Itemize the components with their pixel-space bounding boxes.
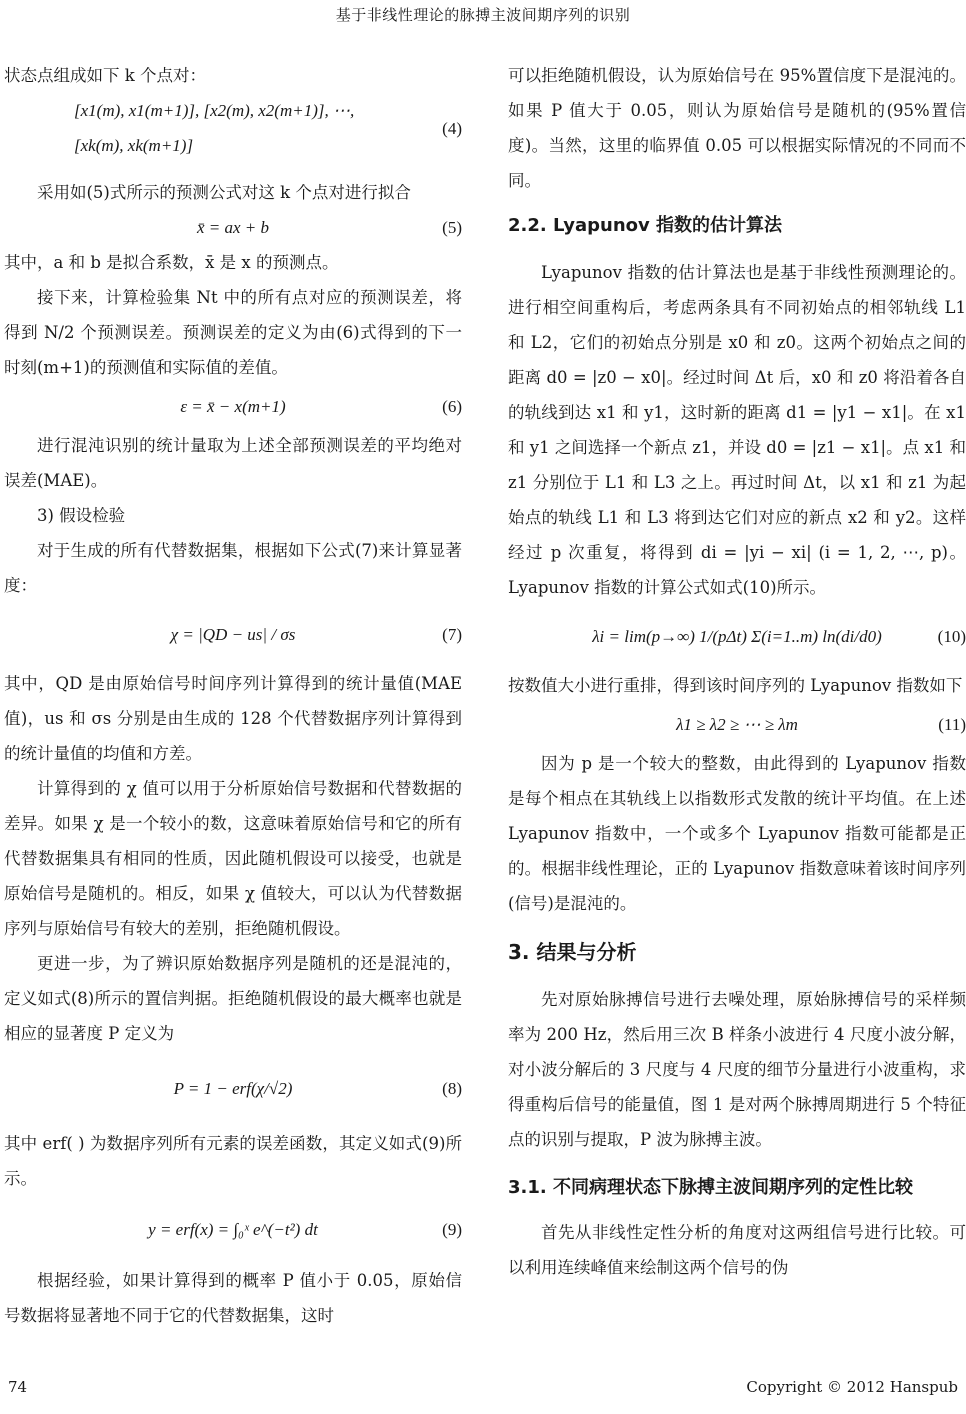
section-heading-3: 3. 结果与分析	[508, 940, 637, 964]
paragraph: 状态点组成如下 k 个点对：	[4, 66, 206, 85]
equation-number: (6)	[442, 397, 462, 416]
paragraph: Lyapunov 指数的估计算法也是基于非线性预测理论的。进行相空间重构后，考虑两条具有不同初始点的相邻轨线 L1 和 L2，它们的初始点分别是 x0 和 z0。这两个初始点之间的距离 d0 = |z0 − x0|。经过时间 Δt 后，x0 和 z0 将沿着各自的轨线到达 x1 和 y1，这时新的距离 d1 = |y1 − x1|。在 x1 和 y1 之间选择一个新点 z1，并设 d0 = |z1 − x1|。点 x1 和 z1 分别位于 L1 和 L3 之上。再过时间 Δt，以 x1 和 z1 为起始点的轨线 L1 和 L3 将到达它们对应的新点 x2 和 y2。这样经过 p 次重复，将得到 di = |yi − xi| (i = 1, 2, ⋯, p)。Lyapunov 指数的计算公式如式(10)所示。	[508, 263, 966, 597]
paragraph: 对于生成的所有代替数据集，根据如下公式(7)来计算显著度：	[4, 541, 462, 595]
paragraph: 更进一步，为了辨识原始数据序列是随机的还是混沌的，定义如式(8)所示的置信判据。拒绝随机假设的最大概率也就是相应的显著度 P 定义为	[4, 954, 462, 1043]
paragraph: 因为 p 是一个较大的整数，由此得到的 Lyapunov 指数是每个相点在其轨线上以指数形式发散的统计平均值。在上述 Lyapunov 指数中，一个或多个 Lyapunov 指数可能都是正的。根据非线性理论，正的 Lyapunov 指数意味着该时间序列(信号)是混沌的。	[508, 754, 966, 913]
equation-6-body: ε = x̄ − x(m+1)	[180, 397, 286, 416]
paragraph: 进行混沌识别的统计量取为上述全部预测误差的平均绝对误差(MAE)。	[4, 436, 462, 490]
equation-number: (9)	[442, 1220, 462, 1239]
equation-4	[4, 93, 462, 163]
equation-7	[4, 617, 462, 652]
running-title: 基于非线性理论的脉搏主波间期序列的识别	[335, 6, 631, 24]
equation-11-body: λ1 ≥ λ2 ≥ ⋯ ≥ λm	[676, 715, 798, 734]
paragraph: 可以拒绝随机假设，认为原始信号在 95%置信度下是混沌的。如果 P 值大于 0.05，则认为原始信号是随机的(95%置信度)。当然，这里的临界值 0.05 可以根据实际情况的不同而不同。	[508, 66, 966, 190]
paragraph: 其中，QD 是由原始信号时间序列计算得到的统计量值(MAE 值)，us 和 σs 分别是由生成的 128 个代替数据序列计算得到的统计量值的均值和方差。	[4, 674, 462, 763]
equation-11	[508, 707, 966, 742]
equation-5-body: x̄ = ax + b	[196, 218, 270, 237]
equation-number: (4)	[442, 119, 462, 138]
equation-7-body: χ = |QD − us| / σs	[170, 625, 296, 644]
paragraph: 首先从非线性定性分析的角度对这两组信号进行比较。可以利用连续峰值来绘制这两个信号的伪	[508, 1223, 966, 1277]
paragraph: 按数值大小进行重排，得到该时间序列的 Lyapunov 指数如下	[508, 676, 963, 695]
equation-8-body: P = 1 − erf(χ/√2)	[173, 1079, 293, 1098]
equation-number: (5)	[442, 218, 462, 237]
equation-4-line2: [xk(m), xk(m+1)]	[74, 136, 194, 155]
equation-4-line1: [x1(m), x1(m+1)], [x2(m), x2(m+1)], ⋯,	[74, 101, 355, 120]
equation-number: (10)	[937, 627, 966, 646]
equation-10-body: λi = lim(p→∞) 1/(pΔt) Σ(i=1..m) ln(di/d0)	[592, 627, 882, 646]
equation-5	[4, 210, 462, 245]
left-column	[4, 58, 462, 1333]
paragraph: 其中，a 和 b 是拟合系数，x̄ 是 x 的预测点。	[4, 253, 339, 272]
paragraph: 采用如(5)式所示的预测公式对这 k 个点对进行拟合	[37, 183, 411, 202]
equation-number: (11)	[938, 715, 966, 734]
equation-number: (8)	[442, 1079, 462, 1098]
equation-10	[508, 619, 966, 654]
paragraph: 接下来，计算检验集 Nt 中的所有点对应的预测误差，将得到 N/2 个预测误差。预测误差的定义为由(6)式得到的下一时刻(m+1)的预测值和实际值的差值。	[4, 288, 462, 377]
equation-8	[4, 1071, 462, 1106]
section-heading-3-1: 3.1. 不同病理状态下脉搏主波间期序列的定性比较	[508, 1177, 913, 1198]
equation-9-body: y = erf(x) = ∫₀ˣ e^(−t²) dt	[148, 1220, 318, 1239]
page-number: 74	[8, 1378, 28, 1396]
paragraph: 先对原始脉搏信号进行去噪处理，原始脉搏信号的采样频率为 200 Hz，然后用三次 B 样条小波进行 4 尺度小波分解，对小波分解后的 3 尺度与 4 尺度的细节分量进行小波重构，求得重构后信号的能量值，图 1 是对两个脉搏周期进行 5 个特征点的识别与提取，P 波为脉搏主波。	[508, 990, 966, 1149]
right-column	[508, 58, 966, 1285]
equation-9	[4, 1212, 462, 1247]
equation-6	[4, 389, 462, 424]
paragraph: 根据经验，如果计算得到的概率 P 值小于 0.05，原始信号数据将显著地不同于它的代替数据集，这时	[4, 1271, 462, 1325]
copyright: Copyright © 2012 Hanspub	[746, 1378, 958, 1396]
equation-number: (7)	[442, 625, 462, 644]
paragraph: 计算得到的 χ 值可以用于分析原始信号数据和代替数据的差异。如果 χ 是一个较小的数，这意味着原始信号和它的所有代替数据集具有相同的性质，因此随机假设可以接受，也就是原始信号是随机的。相反，如果 χ 值较大，可以认为代替数据序列与原始信号有较大的差别，拒绝随机假设。	[4, 779, 462, 938]
paragraph: 其中 erf( ) 为数据序列所有元素的误差函数，其定义如式(9)所示。	[4, 1134, 462, 1188]
subsection-label: 3) 假设检验	[37, 506, 126, 525]
section-heading-2-2: 2.2. Lyapunov 指数的估计算法	[508, 215, 782, 236]
